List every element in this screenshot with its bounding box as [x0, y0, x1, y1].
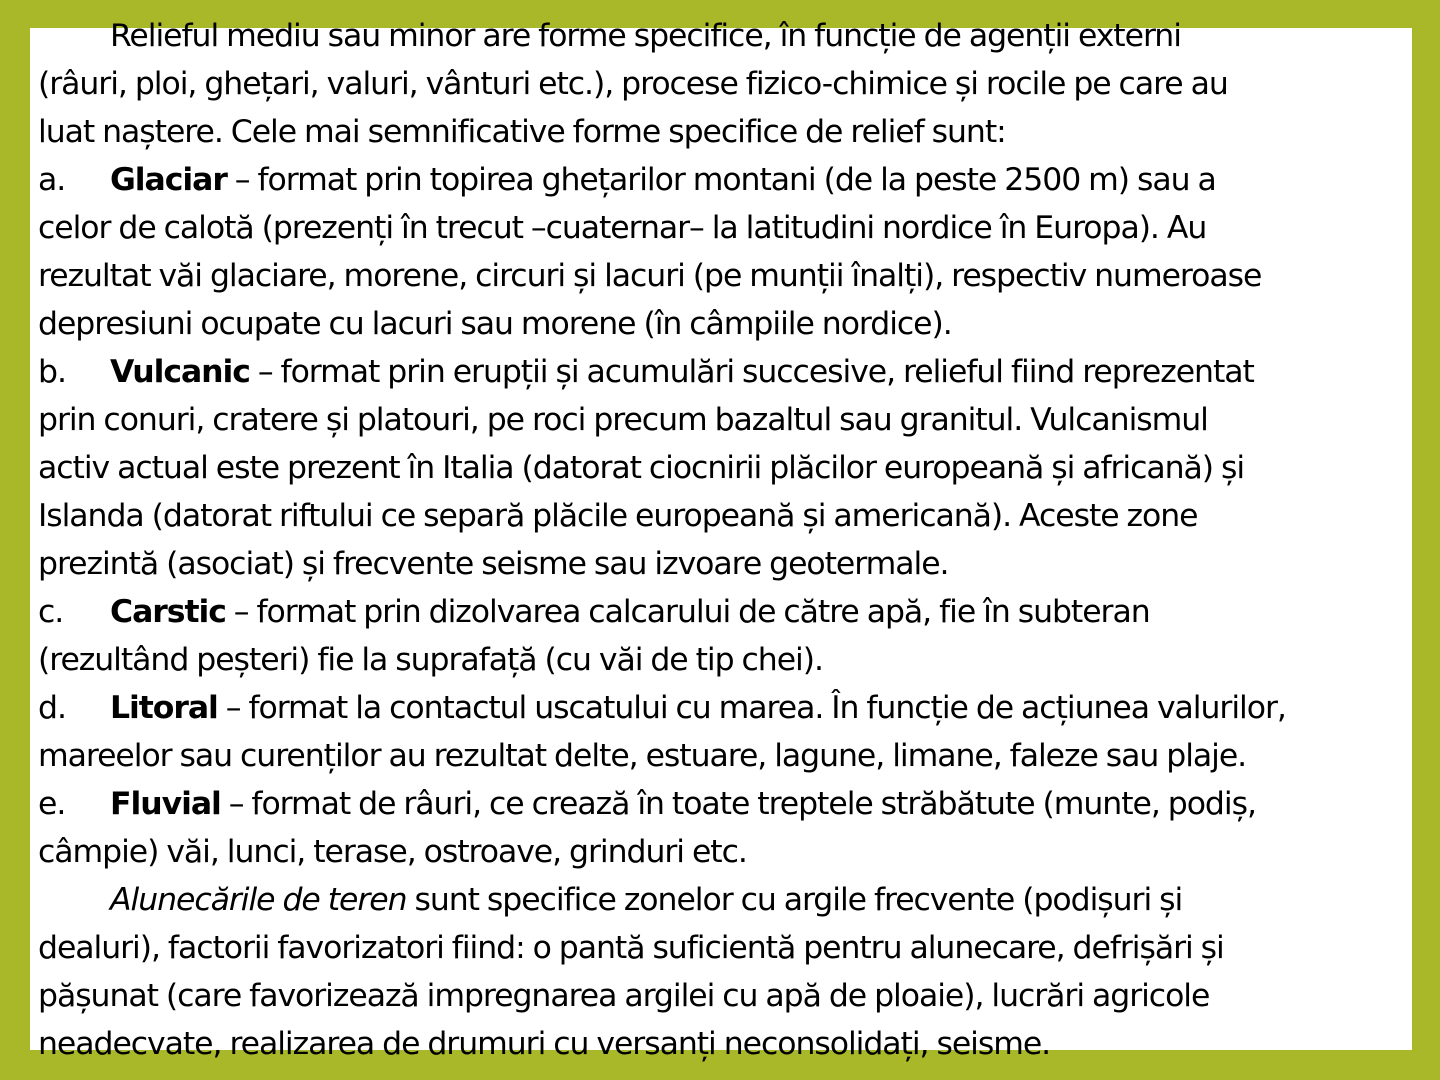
list-item-fluvial: [38, 780, 1438, 828]
list-item-vulcanic: [38, 348, 1438, 396]
list-marker: d.: [38, 690, 66, 726]
intro-line: (râuri, ploi, ghețari, valuri, vânturi etc.), procese fizico-chimice și rocile pe care au: [38, 66, 1228, 102]
item-line: mareelor sau curenților au rezultat delte, estuare, lagune, limane, faleze sau plaje.: [38, 738, 1247, 774]
list-item-carstic: [38, 588, 1438, 636]
closing-line: pășunat (care favorizează impregnarea argilei cu apă de ploaie), lucrări agricole: [38, 978, 1210, 1014]
item-line: celor de calotă (prezenți în trecut –cuaternar– la latitudini nordice în Europa). Au: [38, 210, 1207, 246]
item-line: depresiuni ocupate cu lacuri sau morene (în câmpiile nordice).: [38, 306, 952, 342]
list-marker: c.: [38, 594, 64, 630]
item-text: – format prin topirea ghețarilor montani (de la peste 2500 m) sau a: [226, 162, 1216, 198]
closing-italic-term: Alunecările de teren: [110, 882, 407, 918]
slide-text-body: [38, 12, 1438, 1068]
list-item-litoral: [38, 684, 1438, 732]
term-carstic: Carstic: [110, 594, 226, 630]
item-line: (rezultând peșteri) fie la suprafață (cu văi de tip chei).: [38, 642, 823, 678]
term-litoral: Litoral: [110, 690, 218, 726]
list-marker: b.: [38, 354, 66, 390]
item-text: – format prin erupții și acumulări succesive, relieful fiind reprezentat: [249, 354, 1254, 390]
intro-line: luat naștere. Cele mai semnificative forme specifice de relief sunt:: [38, 114, 1006, 150]
item-line: prezintă (asociat) și frecvente seisme sau izvoare geotermale.: [38, 546, 949, 582]
term-vulcanic: Vulcanic: [110, 354, 250, 390]
intro-line: Relieful mediu sau minor are forme specifice, în funcție de agenții externi: [110, 18, 1181, 54]
list-marker: e.: [38, 786, 66, 822]
list-item-glaciar: [38, 156, 1438, 204]
item-line: Islanda (datorat riftului ce separă plăcile europeană și americană). Aceste zone: [38, 498, 1198, 534]
item-line: activ actual este prezent în Italia (datorat ciocnirii plăcilor europeană și africană) și: [38, 450, 1245, 486]
term-glaciar: Glaciar: [110, 162, 227, 198]
closing-text: sunt specifice zonelor cu argile frecvente (podișuri și: [406, 882, 1183, 918]
closing-line: neadecvate, realizarea de drumuri cu versanți neconsolidați, seisme.: [38, 1026, 1051, 1062]
item-text: – format la contactul uscatului cu marea. În funcție de acțiunea valurilor,: [217, 690, 1286, 726]
item-text: – format prin dizolvarea calcarului de către apă, fie în subteran: [225, 594, 1150, 630]
list-marker: a.: [38, 162, 66, 198]
closing-first-line: [38, 876, 1438, 924]
closing-line: dealuri), factorii favorizatori fiind: o pantă suficientă pentru alunecare, defrișări și: [38, 930, 1224, 966]
item-line: rezultat văi glaciare, morene, circuri și lacuri (pe munții înalți), respectiv numeroase: [38, 258, 1262, 294]
item-line: prin conuri, cratere și platouri, pe roci precum bazaltul sau granitul. Vulcanismul: [38, 402, 1208, 438]
term-fluvial: Fluvial: [110, 786, 221, 822]
item-line: câmpie) văi, lunci, terase, ostroave, grinduri etc.: [38, 834, 747, 870]
item-text: – format de râuri, ce crează în toate treptele străbătute (munte, podiș,: [220, 786, 1256, 822]
